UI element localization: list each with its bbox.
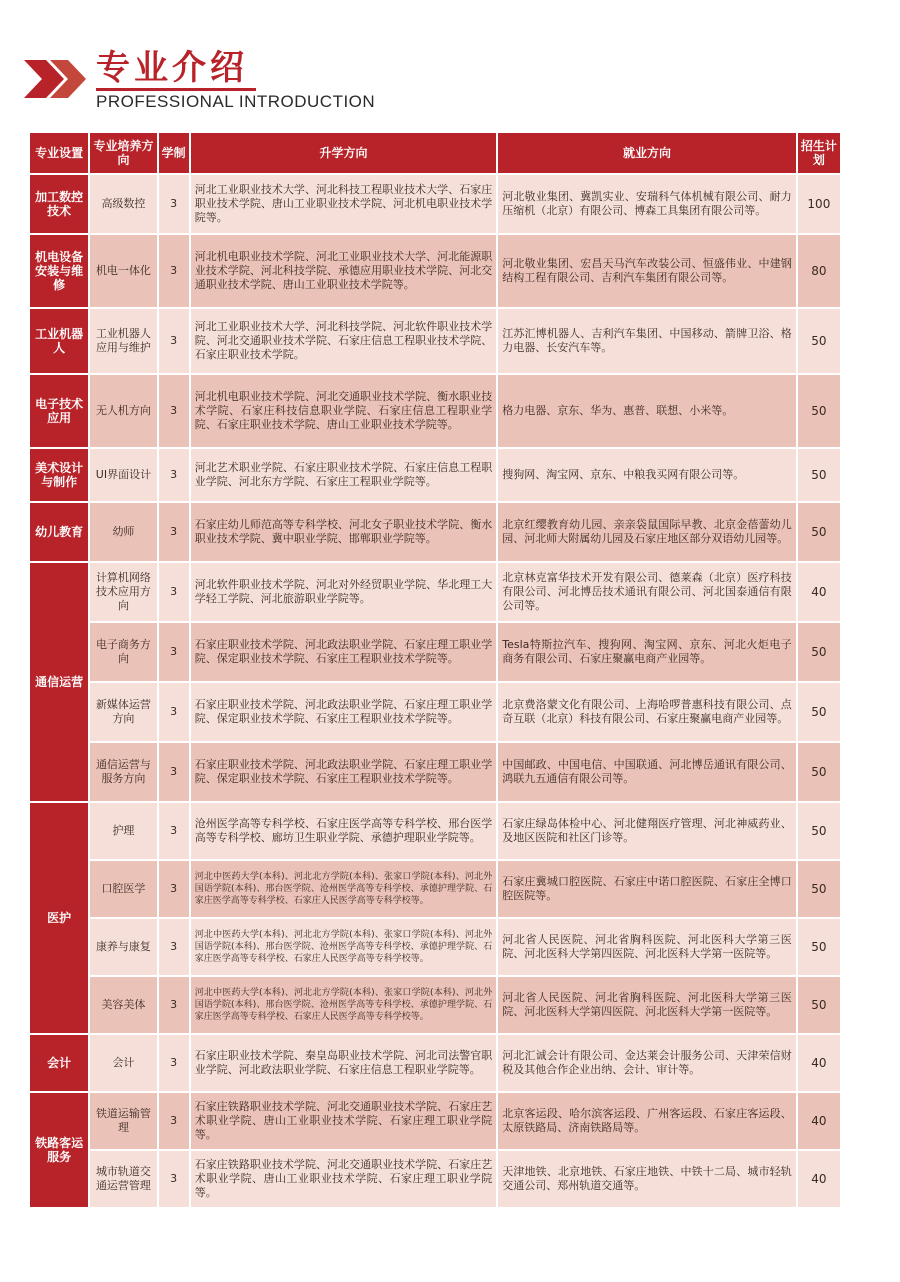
further-study-cell: 石家庄铁路职业技术学院、河北交通职业技术学院、石家庄艺术职业学院、唐山工业职业技术学院、石家庄理工职业学院等。 xyxy=(191,1151,497,1207)
table-row xyxy=(30,235,840,307)
employment-cell: 中国邮政、中国电信、中国联通、河北博岳通讯有限公司、鸿联九五通信有限公司等。 xyxy=(498,743,795,801)
direction-cell: 机电一体化 xyxy=(90,235,156,307)
page-subtitle: PROFESSIONAL INTRODUCTION xyxy=(96,92,376,111)
plan-cell: 50 xyxy=(798,375,840,447)
table-row xyxy=(30,175,840,233)
header-major: 专业设置 xyxy=(30,133,88,173)
major-cell: 铁路客运服务 xyxy=(30,1093,88,1207)
employment-cell: 天津地铁、北京地铁、石家庄地铁、中铁十二局、城市轻轨交通公司、郑州轨道交通等。 xyxy=(498,1151,795,1207)
employment-cell: 北京红缨教育幼儿园、亲亲袋鼠国际早教、北京金蓓蕾幼儿园、河北师大附属幼儿园及石家庄地区部分双语幼儿园等。 xyxy=(498,503,795,561)
table-row xyxy=(30,861,840,917)
further-study-cell: 河北机电职业技术学院、河北工业职业技术大学、河北能源职业技术学院、河北科技学院、承德应用职业技术学院、河北交通职业技术学院、唐山工业职业技术学院等。 xyxy=(191,235,497,307)
employment-cell: 北京费洛蒙文化有限公司、上海哈啰普惠科技有限公司、点奇互联（北京）科技有限公司、石家庄聚赢电商产业园等。 xyxy=(498,683,795,741)
plan-cell: 50 xyxy=(798,309,840,373)
plan-cell: 50 xyxy=(798,623,840,681)
employment-cell: 河北省人民医院、河北省胸科医院、河北医科大学第三医院、河北医科大学第四医院、河北医科大学第一医院等。 xyxy=(498,977,795,1033)
further-study-cell: 石家庄职业技术学院、秦皇岛职业技术学院、河北司法警官职业学院、河北政法职业学院、石家庄信息工程职业学院等。 xyxy=(191,1035,497,1091)
direction-cell: 幼师 xyxy=(90,503,156,561)
duration-cell: 3 xyxy=(159,375,189,447)
title-underline xyxy=(96,88,256,91)
employment-cell: 石家庄冀城口腔医院、石家庄中诺口腔医院、石家庄全博口腔医院等。 xyxy=(498,861,795,917)
table-row xyxy=(30,803,840,859)
employment-cell: 河北汇诚会计有限公司、金达莱会计服务公司、天津荣信财税及其他合作企业出纳、会计、审计等。 xyxy=(498,1035,795,1091)
employment-cell: 河北省人民医院、河北省胸科医院、河北医科大学第三医院、河北医科大学第四医院、河北医科大学第一医院等。 xyxy=(498,919,795,975)
employment-cell: Tesla特斯拉汽车、搜狗网、淘宝网、京东、河北火炬电子商务有限公司、石家庄聚赢电商产业园等。 xyxy=(498,623,795,681)
major-cell: 机电设备安装与维修 xyxy=(30,235,88,307)
plan-cell: 40 xyxy=(798,1151,840,1207)
duration-cell: 3 xyxy=(159,861,189,917)
further-study-cell: 河北工业职业技术大学、河北科技工程职业技术大学、石家庄职业技术学院、唐山工业职业技术学院、河北机电职业技术学院等。 xyxy=(191,175,497,233)
table-row xyxy=(30,563,840,621)
duration-cell: 3 xyxy=(159,309,189,373)
header-plan: 招生计划 xyxy=(798,133,840,173)
duration-cell: 3 xyxy=(159,683,189,741)
table-row xyxy=(30,309,840,373)
direction-cell: 护理 xyxy=(90,803,156,859)
direction-cell: 康养与康复 xyxy=(90,919,156,975)
plan-cell: 40 xyxy=(798,1035,840,1091)
table-row xyxy=(30,1093,840,1149)
duration-cell: 3 xyxy=(159,175,189,233)
direction-cell: 美容美体 xyxy=(90,977,156,1033)
header-further-study: 升学方向 xyxy=(191,133,497,173)
duration-cell: 3 xyxy=(159,803,189,859)
plan-cell: 100 xyxy=(798,175,840,233)
duration-cell: 3 xyxy=(159,623,189,681)
duration-cell: 3 xyxy=(159,1035,189,1091)
plan-cell: 50 xyxy=(798,803,840,859)
further-study-cell: 河北中医药大学(本科)、河北北方学院(本科)、张家口学院(本科)、河北外国语学院(本科)、邢台医学院、沧州医学高等专科学校、承德护理学院、石家庄医学高等专科学校、石家庄人民医学高等专科学校等。 xyxy=(191,919,497,975)
direction-cell: 高级数控 xyxy=(90,175,156,233)
program-table xyxy=(28,131,842,1209)
duration-cell: 3 xyxy=(159,919,189,975)
table-row xyxy=(30,1151,840,1207)
major-cell: 幼儿教育 xyxy=(30,503,88,561)
duration-cell: 3 xyxy=(159,977,189,1033)
page-header xyxy=(24,48,444,118)
table-row xyxy=(30,977,840,1033)
further-study-cell: 河北机电职业技术学院、河北交通职业技术学院、衡水职业技术学院、石家庄科技信息职业学院、石家庄信息工程职业学院、石家庄职业技术学院、唐山工业职业技术学院等。 xyxy=(191,375,497,447)
table-row xyxy=(30,683,840,741)
major-cell: 加工数控技术 xyxy=(30,175,88,233)
major-cell: 通信运营 xyxy=(30,563,88,801)
plan-cell: 50 xyxy=(798,977,840,1033)
direction-cell: 计算机网络技术应用方向 xyxy=(90,563,156,621)
table-header-row xyxy=(30,133,840,173)
further-study-cell: 石家庄职业技术学院、河北政法职业学院、石家庄理工职业学院、保定职业技术学院、石家庄工程职业技术学院等。 xyxy=(191,743,497,801)
plan-cell: 50 xyxy=(798,743,840,801)
direction-cell: 电子商务方向 xyxy=(90,623,156,681)
plan-cell: 40 xyxy=(798,563,840,621)
major-cell: 工业机器人 xyxy=(30,309,88,373)
header-duration: 学制 xyxy=(159,133,189,173)
duration-cell: 3 xyxy=(159,235,189,307)
plan-cell: 50 xyxy=(798,503,840,561)
plan-cell: 40 xyxy=(798,1093,840,1149)
direction-cell: 新媒体运营方向 xyxy=(90,683,156,741)
direction-cell: 通信运营与服务方向 xyxy=(90,743,156,801)
further-study-cell: 河北中医药大学(本科)、河北北方学院(本科)、张家口学院(本科)、河北外国语学院(本科)、邢台医学院、沧州医学高等专科学校、承德护理学院、石家庄医学高等专科学校、石家庄人民医学高等专科学校等。 xyxy=(191,861,497,917)
further-study-cell: 石家庄幼儿师范高等专科学校、河北女子职业技术学院、衡水职业技术学院、冀中职业学院、邯郸职业学院等。 xyxy=(191,503,497,561)
further-study-cell: 河北艺术职业学院、石家庄职业技术学院、石家庄信息工程职业学院、河北东方学院、石家庄工程职业学院等。 xyxy=(191,449,497,501)
major-cell: 会计 xyxy=(30,1035,88,1091)
employment-cell: 北京林克富华技术开发有限公司、德莱森（北京）医疗科技有限公司、河北博岳技术通讯有限公司、河北国泰通信有限公司等。 xyxy=(498,563,795,621)
major-cell: 美术设计与制作 xyxy=(30,449,88,501)
further-study-cell: 石家庄职业技术学院、河北政法职业学院、石家庄理工职业学院、保定职业技术学院、石家庄工程职业技术学院等。 xyxy=(191,623,497,681)
direction-cell: 城市轨道交通运营管理 xyxy=(90,1151,156,1207)
further-study-cell: 河北软件职业技术学院、河北对外经贸职业学院、华北理工大学轻工学院、河北旅游职业学院等。 xyxy=(191,563,497,621)
employment-cell: 北京客运段、哈尔滨客运段、广州客运段、石家庄客运段、太原铁路局、济南铁路局等。 xyxy=(498,1093,795,1149)
employment-cell: 石家庄绿岛体检中心、河北健翔医疗管理、河北神威药业、及地区医院和社区门诊等。 xyxy=(498,803,795,859)
further-study-cell: 河北工业职业技术大学、河北科技学院、河北软件职业技术学院、河北交通职业技术学院、石家庄信息工程职业技术学院、石家庄职业技术学院。 xyxy=(191,309,497,373)
direction-cell: 口腔医学 xyxy=(90,861,156,917)
header-employment: 就业方向 xyxy=(498,133,795,173)
plan-cell: 50 xyxy=(798,919,840,975)
table-row xyxy=(30,503,840,561)
duration-cell: 3 xyxy=(159,743,189,801)
duration-cell: 3 xyxy=(159,1093,189,1149)
employment-cell: 河北敬业集团、冀凯实业、安瑞科气体机械有限公司、耐力压缩机（北京）有限公司、博森工具集团有限公司等。 xyxy=(498,175,795,233)
table-row xyxy=(30,743,840,801)
plan-cell: 50 xyxy=(798,449,840,501)
table-row xyxy=(30,919,840,975)
further-study-cell: 河北中医药大学(本科)、河北北方学院(本科)、张家口学院(本科)、河北外国语学院(本科)、邢台医学院、沧州医学高等专科学校、承德护理学院、石家庄医学高等专科学校、石家庄人民医学高等专科学校等。 xyxy=(191,977,497,1033)
further-study-cell: 石家庄职业技术学院、河北政法职业学院、石家庄理工职业学院、保定职业技术学院、石家庄工程职业技术学院等。 xyxy=(191,683,497,741)
plan-cell: 50 xyxy=(798,861,840,917)
direction-cell: 无人机方向 xyxy=(90,375,156,447)
plan-cell: 80 xyxy=(798,235,840,307)
duration-cell: 3 xyxy=(159,503,189,561)
direction-cell: 会计 xyxy=(90,1035,156,1091)
table-row xyxy=(30,1035,840,1091)
page-title: 专业介绍 xyxy=(96,48,248,88)
table-row xyxy=(30,375,840,447)
plan-cell: 50 xyxy=(798,683,840,741)
major-cell: 电子技术应用 xyxy=(30,375,88,447)
employment-cell: 江苏汇博机器人、吉利汽车集团、中国移动、箭牌卫浴、格力电器、长安汽车等。 xyxy=(498,309,795,373)
direction-cell: 工业机器人应用与维护 xyxy=(90,309,156,373)
duration-cell: 3 xyxy=(159,563,189,621)
header-direction: 专业培养方向 xyxy=(90,133,156,173)
further-study-cell: 石家庄铁路职业技术学院、河北交通职业技术学院、石家庄艺术职业学院、唐山工业职业技术学院、石家庄理工职业学院等。 xyxy=(191,1093,497,1149)
direction-cell: UI界面设计 xyxy=(90,449,156,501)
duration-cell: 3 xyxy=(159,1151,189,1207)
table-row xyxy=(30,623,840,681)
double-chevron-icon xyxy=(24,54,94,104)
direction-cell: 铁道运输管理 xyxy=(90,1093,156,1149)
employment-cell: 搜狗网、淘宝网、京东、中粮我买网有限公司等。 xyxy=(498,449,795,501)
employment-cell: 河北敬业集团、宏昌天马汽车改装公司、恒盛伟业、中建钢结构工程有限公司、吉利汽车集团有限公司等。 xyxy=(498,235,795,307)
employment-cell: 格力电器、京东、华为、惠普、联想、小米等。 xyxy=(498,375,795,447)
table-row xyxy=(30,449,840,501)
further-study-cell: 沧州医学高等专科学校、石家庄医学高等专科学校、邢台医学高等专科学校、廊坊卫生职业学院、承德护理职业学院等。 xyxy=(191,803,497,859)
major-cell: 医护 xyxy=(30,803,88,1033)
duration-cell: 3 xyxy=(159,449,189,501)
